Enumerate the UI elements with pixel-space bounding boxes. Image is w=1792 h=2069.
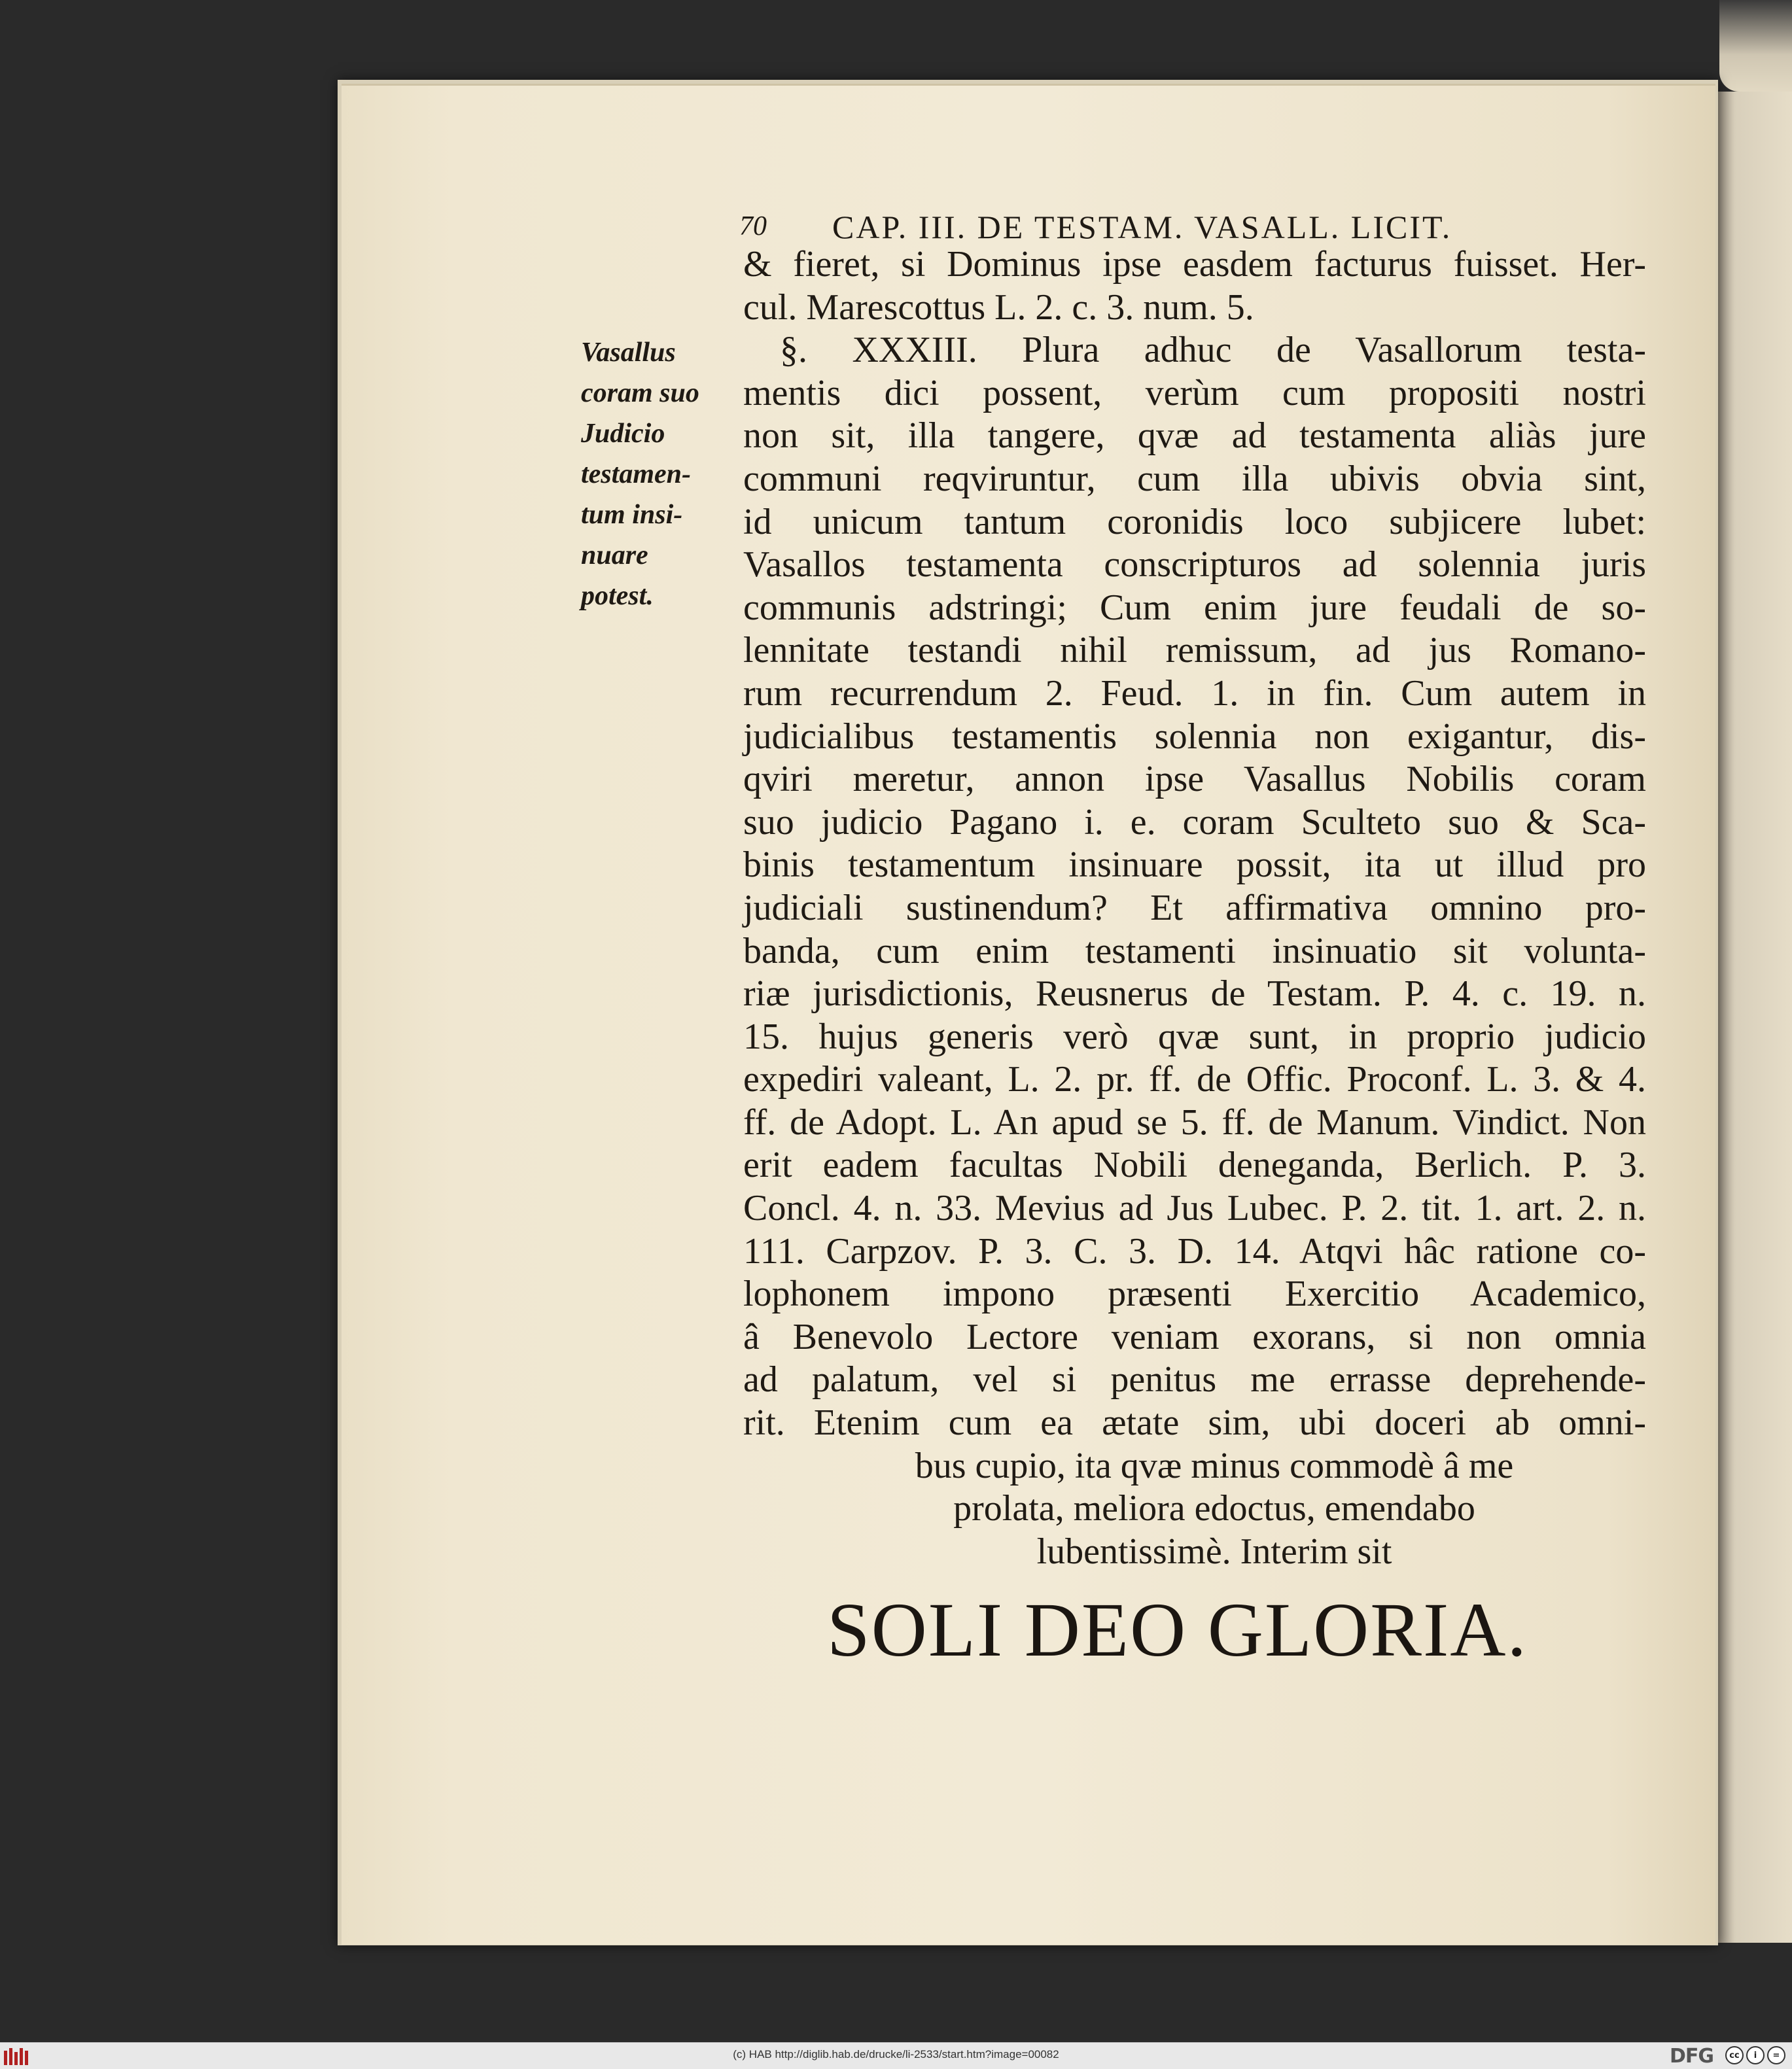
body-line: judicialibus testamentis solennia non exigantur, dis- bbox=[743, 716, 1646, 757]
body-line: mentis dici possent, verùm cum propositi nostri bbox=[743, 372, 1646, 413]
closing-motto: SOLI DEO GLORIA. bbox=[827, 1587, 1528, 1673]
margin-note-line: testamen- bbox=[581, 459, 691, 489]
body-line: id unicum tantum coronidis loco subjicere lubet: bbox=[743, 501, 1646, 542]
body-line: qviri meretur, annon ipse Vasallus Nobilis coram bbox=[743, 759, 1646, 800]
margin-note-line: Judicio bbox=[581, 419, 665, 449]
dfg-logo: DFG bbox=[1669, 2045, 1713, 2068]
facing-page-corner bbox=[1719, 0, 1792, 92]
body-line: ad palatum, vel si penitus me errasse deprehende- bbox=[743, 1359, 1646, 1400]
status-bar bbox=[0, 2042, 1792, 2069]
body-line: â Benevolo Lectore veniam exorans, si non omnia bbox=[743, 1316, 1646, 1357]
credit-link[interactable]: (c) HAB http://diglib.hab.de/drucke/li-2533/start.htm?image=00082 bbox=[733, 2048, 1059, 2060]
body-line: Concl. 4. n. 33. Mevius ad Jus Lubec. P. 2. tit. 1. art. 2. n. bbox=[743, 1188, 1646, 1229]
body-line: suo judicio Pagano i. e. coram Sculteto suo & Sca- bbox=[743, 801, 1646, 843]
body-line: lophonem impono præsenti Exercitio Academico, bbox=[743, 1274, 1646, 1315]
cc-icon: cc bbox=[1725, 2046, 1744, 2064]
body-line: judiciali sustinendum? Et affirmativa omnino pro- bbox=[743, 887, 1646, 928]
body-line: rit. Etenim cum ea ætate sim, ubi doceri ab omni- bbox=[743, 1402, 1646, 1444]
body-line: lubentissimè. Interim sit bbox=[1036, 1531, 1392, 1572]
body-line: cul. Marescottus L. 2. c. 3. num. 5. bbox=[743, 287, 1254, 328]
facing-page-edge bbox=[1715, 92, 1792, 1943]
margin-note-line: coram suo bbox=[581, 378, 699, 408]
body-line: 15. hujus generis verò qvæ sunt, in proprio judicio bbox=[743, 1016, 1646, 1057]
body-line: prolata, meliora edoctus, emendabo bbox=[953, 1488, 1475, 1529]
margin-note-line: Vasallus bbox=[581, 338, 676, 368]
body-line: non sit, illa tangere, qvæ ad testamenta aliàs jure bbox=[743, 415, 1646, 457]
body-line: & fieret, si Dominus ipse easdem facturus fuisset. Her- bbox=[743, 244, 1646, 285]
body-line: ff. de Adopt. L. An apud se 5. ff. de Manum. Vindict. Non bbox=[743, 1102, 1646, 1143]
no-derivatives-icon: = bbox=[1767, 2046, 1785, 2064]
body-line: rum recurrendum 2. Feud. 1. in fin. Cum autem in bbox=[743, 672, 1646, 714]
license-badge[interactable] bbox=[1725, 2046, 1785, 2064]
body-line: Vasallos testamenta conscripturos ad solennia juris bbox=[743, 544, 1646, 585]
body-line: lennitate testandi nihil remissum, ad jus Romano- bbox=[743, 630, 1646, 671]
margin-note-line: potest. bbox=[581, 581, 654, 611]
margin-note bbox=[581, 332, 718, 616]
body-line: 111. Carpzov. P. 3. C. 3. D. 14. Atqvi hâc ratione co- bbox=[743, 1230, 1646, 1272]
body-line: communi reqviruntur, cum illa ubivis obvia sint, bbox=[743, 458, 1646, 499]
attribution-icon: i bbox=[1746, 2046, 1765, 2064]
body-line: erit eadem facultas Nobili deneganda, Berlich. P. 3. bbox=[743, 1145, 1646, 1186]
body-line: binis testamentum insinuare possit, ita ut illud pro bbox=[743, 844, 1646, 886]
margin-note-line: nuare bbox=[581, 540, 648, 570]
body-text bbox=[743, 243, 1646, 1573]
page-number: 70 bbox=[739, 211, 767, 241]
body-line: riæ jurisdictionis, Reusnerus de Testam. P. 4. c. 19. n. bbox=[743, 973, 1646, 1015]
body-line: bus cupio, ita qvæ minus commodè â me bbox=[915, 1445, 1514, 1486]
body-line: expediri valeant, L. 2. pr. ff. de Offic. Proconf. L. 3. & 4. bbox=[743, 1059, 1646, 1100]
body-line: banda, cum enim testamenti insinuatio sit volunta- bbox=[743, 930, 1646, 971]
body-line: communis adstringi; Cum enim jure feudali de so- bbox=[743, 587, 1646, 628]
body-line: §. XXXIII. Plura adhuc de Vasallorum testa- bbox=[780, 330, 1646, 371]
running-head: CAP. III. DE TESTAM. VASALL. LICIT. bbox=[832, 209, 1452, 245]
margin-note-line: tum insi- bbox=[581, 500, 683, 530]
